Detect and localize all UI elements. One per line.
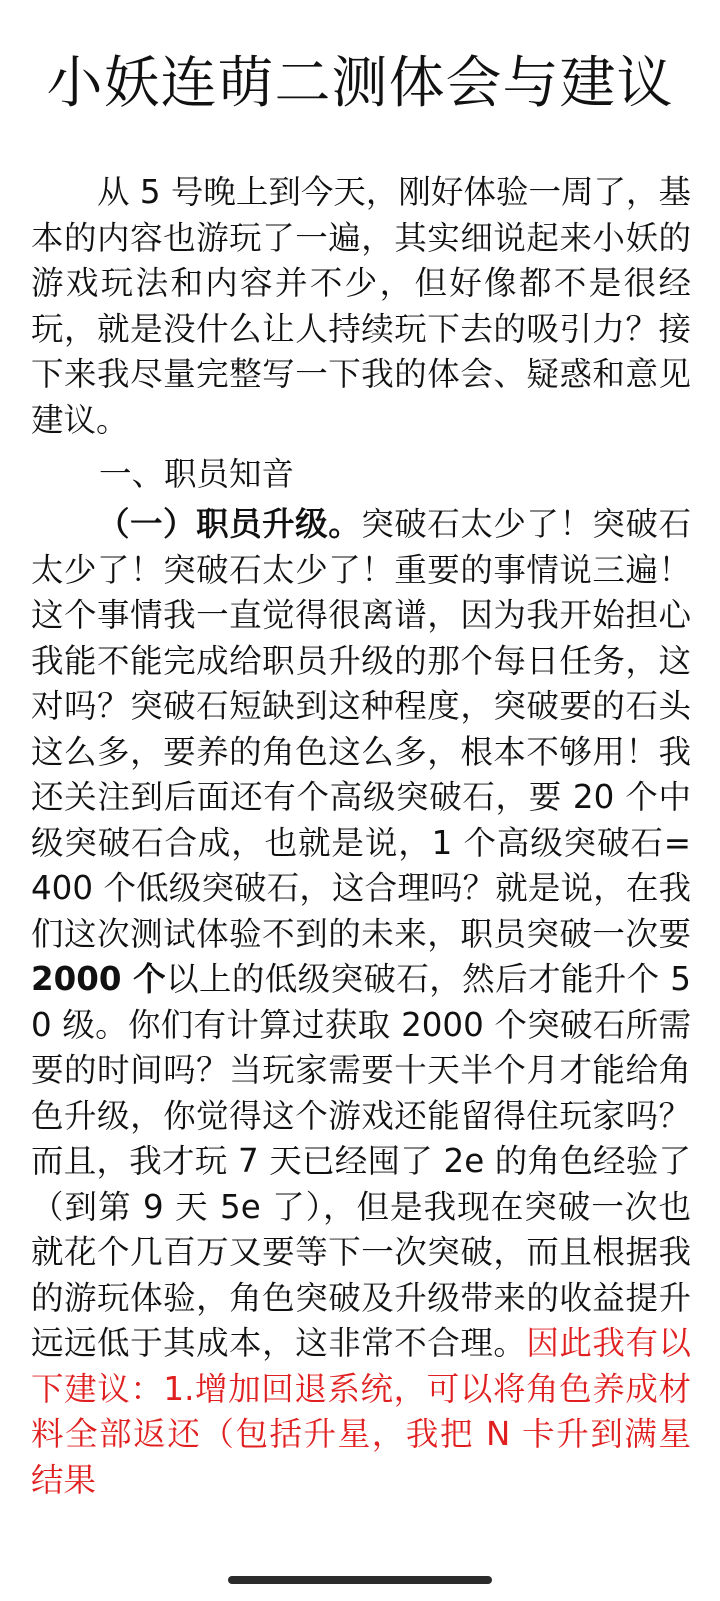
subsection-heading: （一）职员升级。: [97, 505, 362, 543]
section-heading: 一、职员知音: [99, 455, 295, 493]
page-title: 小妖连萌二测体会与建议: [46, 51, 674, 116]
upgrade-paragraph: [31, 502, 691, 1503]
paragraph-text-a: 突破石太少了！突破石太少了！突破石太少了！重要的事情说三遍！这个事情我一直觉得很离谱，因为我开始担心我能不能完成给职员升级的那个每日任务，这对吗？突破石短缺到这种程度，突破要的石头这么多，要养的角色这么多，根本不够用！我还关注到后面还有个高级突破石，要 20 个中级突破石合成，也就是说，1 个高级突破石=400 个低级突破石，这合理吗？就是说，在我们这次测试体验不到的未来，职员突破一次要: [31, 505, 691, 953]
home-indicator-bar[interactable]: [228, 1576, 492, 1584]
intro-paragraph: 从 5 号晚上到今天，刚好体验一周了，基本的内容也游玩了一遍，其实细说起来小妖的游戏玩法和内容并不少，但好像都不是很经玩，就是没什么让人持续玩下去的吸引力？接下来我尽量完整写一下我的体会、疑惑和意见建议。: [31, 173, 691, 439]
bold-quantity: 2000 个: [31, 960, 167, 998]
suggestion-text: 因此我有以下建议：1.增加回退系统，可以将角色养成材料全部返还（包括升星，我把 N 卡升到满星结果: [31, 1324, 691, 1499]
paragraph-text-b: 以上的低级突破石，然后才能升个 50 级。你们有计算过获取 2000 个突破石所需要的时间吗？当玩家需要十天半个月才能给角色升级，你觉得这个游戏还能留得住玩家吗？而且，我才玩 7 天已经囤了 2e 的角色经验了（到第 9 天 5e 了），但是我现在突破一次也就花个几百万又要等下一次突破，而且根据我的游玩体验，角色突破及升级带来的收益提升远远低于其成本，这非常不合理。: [31, 960, 691, 1362]
